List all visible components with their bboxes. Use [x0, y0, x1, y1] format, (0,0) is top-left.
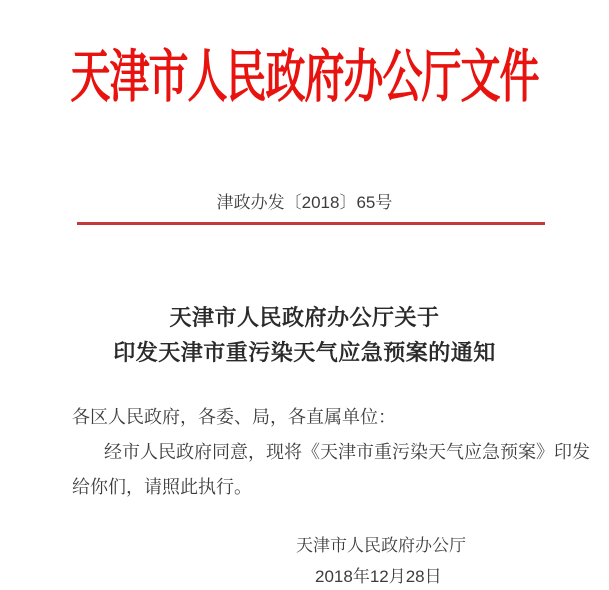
body-paragraph-line-2: 给你们，请照此执行。 — [72, 477, 252, 497]
document-body — [72, 400, 590, 505]
issuing-authority-signature: 天津市人民政府办公厅 — [296, 536, 466, 555]
document-title-line-2: 印发天津市重污染天气应急预案的通知 — [113, 340, 496, 365]
document-title — [0, 300, 609, 370]
salutation-line: 各区人民政府，各委、局，各直属单位： — [72, 407, 396, 427]
issue-date: 2018年12月28日 — [315, 567, 442, 586]
document-title-line-1: 天津市人民政府办公厅关于 — [169, 305, 440, 330]
body-paragraph-line-1: 经市人民政府同意，现将《天津市重污染天气应急预案》印发 — [104, 442, 590, 462]
document-masthead: 天津市人民政府办公厅文件 — [70, 44, 539, 109]
red-divider-rule — [77, 222, 545, 225]
document-number: 津政办发〔2018〕65号 — [216, 193, 393, 212]
